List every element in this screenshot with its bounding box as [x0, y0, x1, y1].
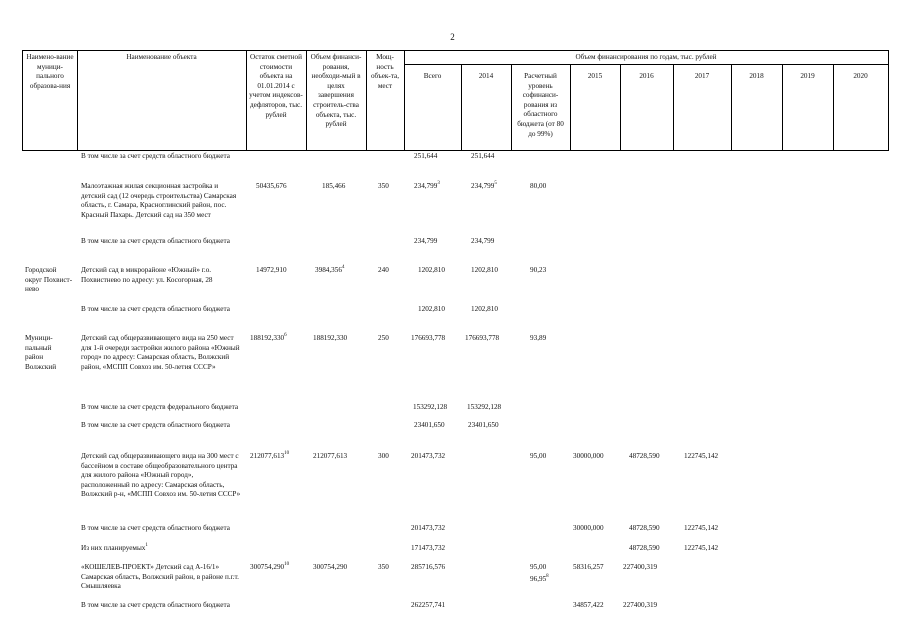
header-funding-need: Объем финанси-рования, необходи-мый в целях завершения строитель-ства объекта, тыс. рублей: [310, 53, 362, 129]
table-row-municipality: Муници-пальный район Волжский: [25, 334, 57, 371]
col-line-3: [306, 50, 307, 151]
table-row-funding-need: 212077,613: [313, 452, 348, 460]
table-row-2014: 1202,810: [471, 266, 498, 274]
table-row-cofinancing: 80,00: [530, 182, 547, 190]
table-row-balance: 212077,613$^{10}$: [250, 451, 290, 460]
col-line-10: [673, 64, 674, 151]
table-row-object: «КОШЕЛЕВ-ПРОЕКТ» Детский сад А-16/1» Самарская область, Волжский район, в районе п.г.т. Смышляевка: [81, 563, 239, 591]
col-line-7: [511, 64, 512, 151]
table-row-object: В том числе за счет средств областного бюджета: [81, 237, 230, 245]
table-row-object: В том числе за счет средств областного бюджета: [81, 305, 230, 313]
header-2015: 2015: [587, 72, 603, 80]
table-row-2017: 122745,142: [684, 544, 719, 552]
table-row-total: 251,644: [414, 152, 438, 160]
table-row-2017: 122745,142: [684, 524, 719, 532]
table-row-total: 1202,810: [418, 266, 445, 274]
table-row-2016: 227400,319: [623, 601, 658, 609]
table-row-funding-need: 188192,330: [313, 334, 348, 342]
col-line-11: [731, 64, 732, 151]
table-row-2016: 48728,590: [629, 524, 660, 532]
col-line-6: [461, 64, 462, 151]
table-row-object: Детский сад общеразвивающего вида на 300 мест с бассейном в составе общеобразовательного центра для жилого района «Южный город», расположенный по адресу: Самарская область, Волжский р-н, «МСПП Совхоз им. 50-летия СССР»: [81, 452, 241, 499]
col-line-1: [77, 50, 78, 151]
table-row-2014: 1202,810: [471, 305, 498, 313]
table-row-object: В том числе за счет средств областного бюджета: [81, 152, 230, 160]
table-row-cofinancing-2: 96,95$^8$: [530, 574, 549, 583]
header-2019: 2019: [800, 72, 815, 80]
table-row-2014: 176693,778: [465, 334, 500, 342]
col-line-0: [22, 50, 23, 151]
table-row-balance: 300754,290$^{10}$: [250, 562, 290, 571]
table-row-capacity: 350: [378, 563, 389, 571]
table-row-balance: 188192,330$^6$: [250, 333, 287, 342]
table-row-funding-need: 300754,290: [313, 563, 348, 571]
table-row-2014: 251,644: [471, 152, 495, 160]
table-row-2016: 48728,590: [629, 452, 660, 460]
page-number: 2: [450, 32, 455, 42]
col-line-8: [570, 64, 571, 151]
table-row-object: В том числе за счет средств областного бюджета: [81, 601, 230, 609]
header-municipality: Наимено-вание муници-пального образова-ния: [26, 53, 74, 90]
table-row-object: Малоэтажная жилая секционная застройка и детский сад (12 очередь строительства) Самарская область, г. Самара, Красноглинский район, пос. Красный Пахарь. Детский сад на 350 мест: [81, 182, 237, 219]
table-row-2014: 153292,128: [467, 403, 502, 411]
table-row-municipality: Городской округ Похвист-нево: [25, 266, 73, 294]
table-row-2015: 34857,422: [573, 601, 604, 609]
table-row-2015: 30000,000: [573, 452, 604, 460]
table-row-capacity: 300: [378, 452, 389, 460]
table-row-2014: 23401,650: [468, 421, 499, 429]
table-row-cofinancing: 95,00: [530, 452, 547, 460]
table-row-total: 23401,650: [414, 421, 445, 429]
table-row-2014: 234,799: [471, 237, 495, 245]
table-row-object: В том числе за счет средств областного бюджета: [81, 421, 230, 429]
header-total: Всего: [423, 72, 442, 80]
table-row-total: 234,799: [414, 237, 438, 245]
col-line-14: [888, 50, 889, 151]
year-header-rule: [404, 64, 888, 65]
table-row-cofinancing: 95,00: [530, 563, 547, 571]
table-row-total: 176693,778: [411, 334, 446, 342]
header-2020: 2020: [853, 72, 868, 80]
table-row-funding-need: 185,466: [322, 182, 346, 190]
table-row-cofinancing: 93,89: [530, 334, 547, 342]
table-row-object: Из них планируемых$^1$: [81, 543, 148, 552]
col-line-5: [404, 50, 405, 151]
header-balance: Остаток сметной стоимости объекта на 01.01.2014 с учетом индексов-дефляторов, тыс. рублей: [249, 53, 303, 119]
table-row-object: В том числе за счет средств федерального бюджета: [81, 403, 239, 411]
table-row-object: Детский сад в микрорайоне «Южный» г.о. Похвистнево по адресу: ул. Косогорная, 28: [81, 266, 213, 284]
table-row-total: 1202,810: [418, 305, 445, 313]
table-top-rule: [22, 50, 888, 51]
header-cofinancing: Расчетный уровень софинанси-рования из областного бюджета (от 80 до 99%): [517, 72, 564, 138]
col-line-13: [833, 64, 834, 151]
table-row-capacity: 350: [378, 182, 389, 190]
table-row-capacity: 240: [378, 266, 389, 274]
table-row-balance: 14972,910: [256, 266, 287, 274]
col-line-9: [620, 64, 621, 151]
table-row-total: 201473,732: [411, 452, 446, 460]
header-2017: 2017: [694, 72, 710, 80]
col-line-12: [782, 64, 783, 151]
header-capacity: Мощ-ность объек-та, мест: [370, 53, 400, 90]
col-line-2: [246, 50, 247, 151]
table-row-2016: 227400,319: [623, 563, 658, 571]
header-bottom-rule: [22, 150, 888, 151]
col-line-4: [366, 50, 367, 151]
header-2014: 2014: [478, 72, 494, 80]
table-row-2015: 58316,257: [573, 563, 604, 571]
table-row-total: 201473,732: [411, 524, 446, 532]
header-2016: 2016: [639, 72, 654, 80]
table-row-total: 153292,128: [413, 403, 448, 411]
table-row-total: 234,799$^3$: [414, 181, 440, 190]
header-funding-by-year: Объем финансирования по годам, тыс. рублей: [575, 53, 717, 61]
table-row-total: 262257,741: [411, 601, 446, 609]
table-row-2015: 30000,000: [573, 524, 604, 532]
header-object: Наименование объекта: [126, 53, 197, 61]
table-row-2017: 122745,142: [684, 452, 719, 460]
table-row-total: 171473,732: [411, 544, 446, 552]
table-row-object: В том числе за счет средств областного бюджета: [81, 524, 230, 532]
header-2018: 2018: [749, 72, 764, 80]
table-row-capacity: 250: [378, 334, 389, 342]
table-row-2014: 234,799$^5$: [471, 181, 497, 190]
table-row-total: 285716,576: [411, 563, 446, 571]
table-row-object: Детский сад общеразвивающего вида на 250 мест для 1-й очереди застройки жилого района «Южный город» по адресу: Самарская область, Волжский район, «МСПП Совхоз им. 50-летия СССР»: [81, 334, 240, 371]
table-row-balance: 50435,676: [256, 182, 287, 190]
table-row-funding-need: 3984,356$^4$: [315, 265, 345, 274]
table-row-cofinancing: 90,23: [530, 266, 547, 274]
table-row-2016: 48728,590: [629, 544, 660, 552]
